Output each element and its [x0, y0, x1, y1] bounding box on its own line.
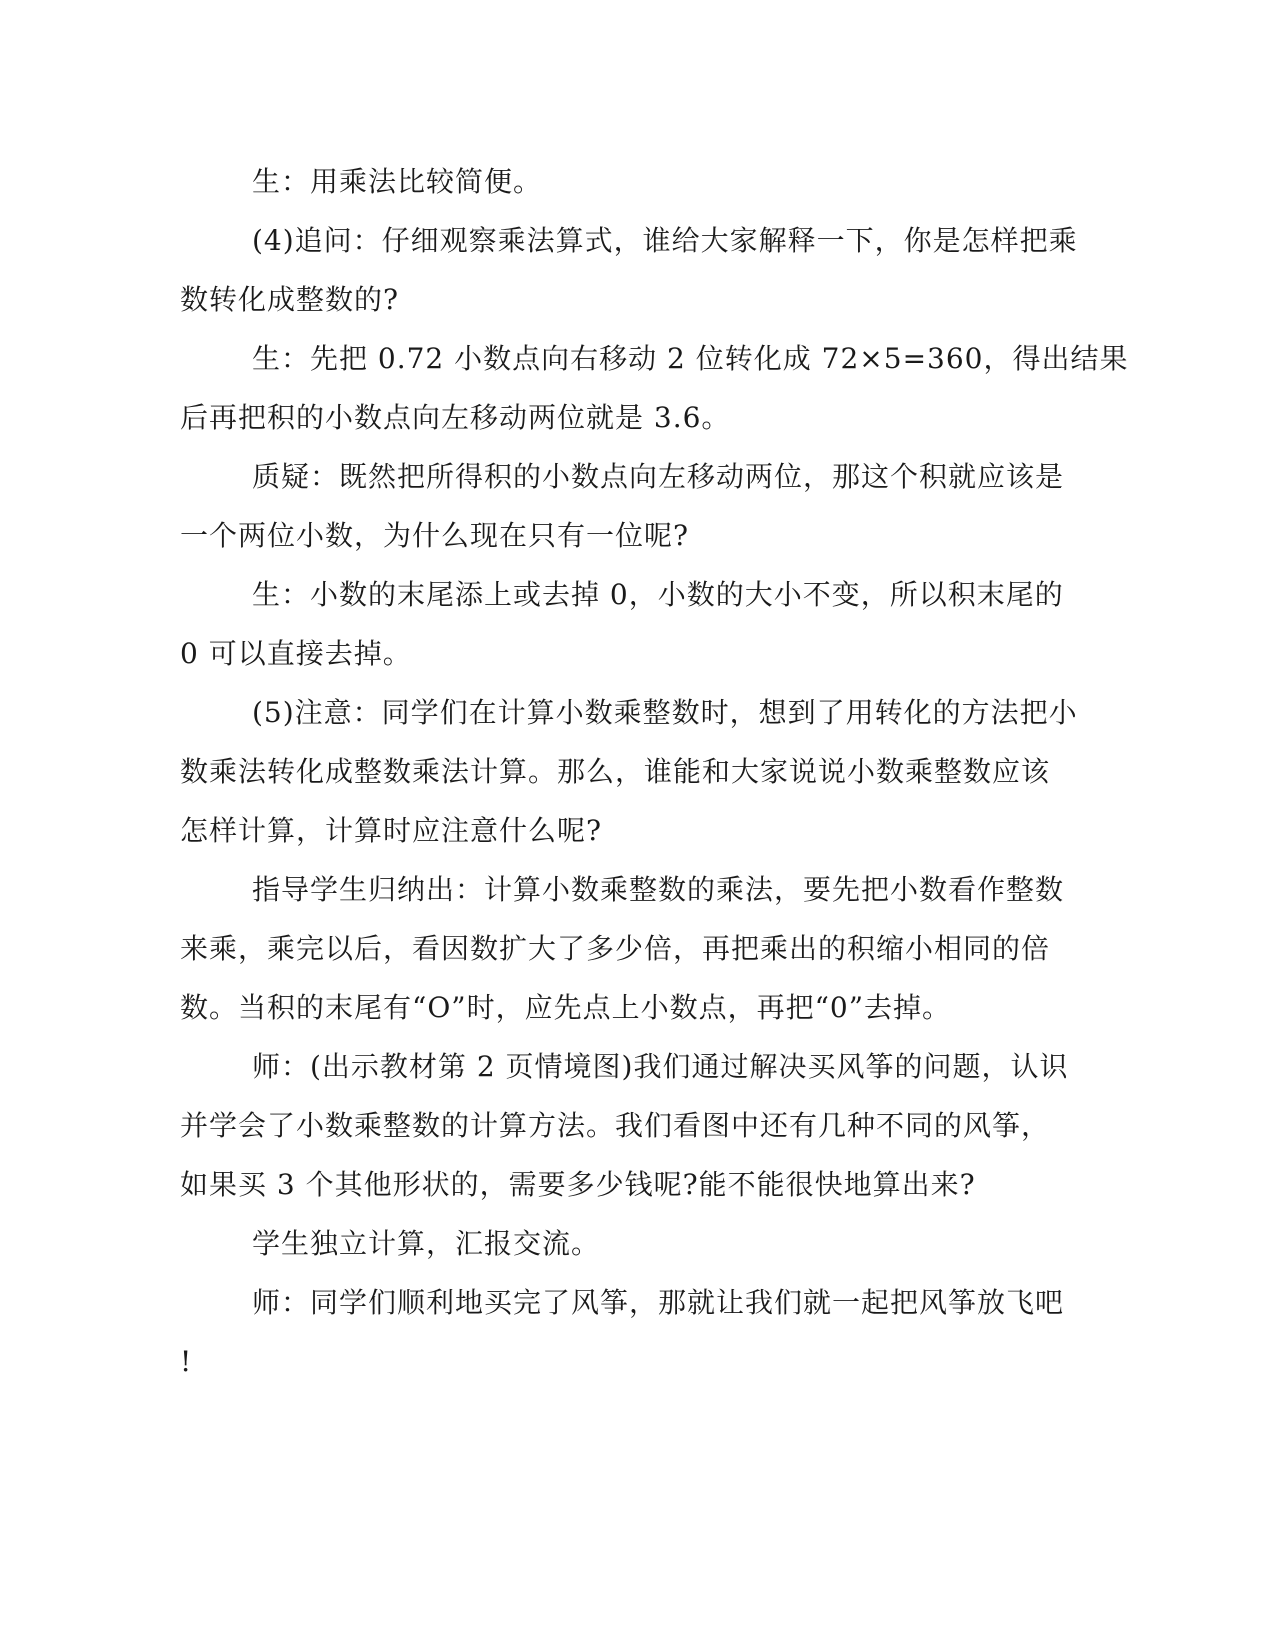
paragraph-line: 来乘，乘完以后，看因数扩大了多少倍，再把乘出的积缩小相同的倍 [180, 932, 1051, 965]
paragraph-line: 后再把积的小数点向左移动两位就是 3.6。 [180, 401, 731, 434]
paragraph-line: 师：(出示教材第 2 页情境图)我们通过解决买风筝的问题，认识 [252, 1050, 1069, 1083]
paragraph-line: 生：先把 0.72 小数点向右移动 2 位转化成 72×5=360，得出结果 [252, 342, 1129, 375]
paragraph-line: 数转化成整数的? [180, 283, 400, 316]
paragraph-line: 数。当积的末尾有“O”时，应先点上小数点，再把“0”去掉。 [180, 991, 952, 1024]
paragraph-line: 指导学生归纳出：计算小数乘整数的乘法，要先把小数看作整数 [252, 873, 1065, 906]
paragraph-line: 0 可以直接去掉。 [180, 637, 412, 670]
paragraph-line: (4)追问：仔细观察乘法算式，谁给大家解释一下，你是怎样把乘 [252, 224, 1078, 257]
paragraph-line: 数乘法转化成整数乘法计算。那么，谁能和大家说说小数乘整数应该 [180, 755, 1051, 788]
paragraph-line: 生：小数的末尾添上或去掉 0，小数的大小不变，所以积末尾的 [252, 578, 1064, 611]
paragraph-line: 怎样计算，计算时应注意什么呢? [180, 814, 603, 847]
paragraph-line: 一个两位小数，为什么现在只有一位呢? [180, 519, 690, 552]
paragraph-line: 如果买 3 个其他形状的，需要多少钱呢?能不能很快地算出来? [180, 1168, 976, 1201]
paragraph-line: 学生独立计算，汇报交流。 [252, 1227, 601, 1260]
paragraph-line: 生：用乘法比较简便。 [252, 165, 543, 198]
paragraph-line: ! [180, 1345, 193, 1378]
paragraph-line: 师：同学们顺利地买完了风筝，那就让我们就一起把风筝放飞吧 [252, 1286, 1065, 1319]
paragraph-line: 并学会了小数乘整数的计算方法。我们看图中还有几种不同的风筝， [180, 1109, 1051, 1142]
paragraph-line: (5)注意：同学们在计算小数乘整数时，想到了用转化的方法把小 [252, 696, 1078, 729]
paragraph-line: 质疑：既然把所得积的小数点向左移动两位，那这个积就应该是 [252, 460, 1065, 493]
